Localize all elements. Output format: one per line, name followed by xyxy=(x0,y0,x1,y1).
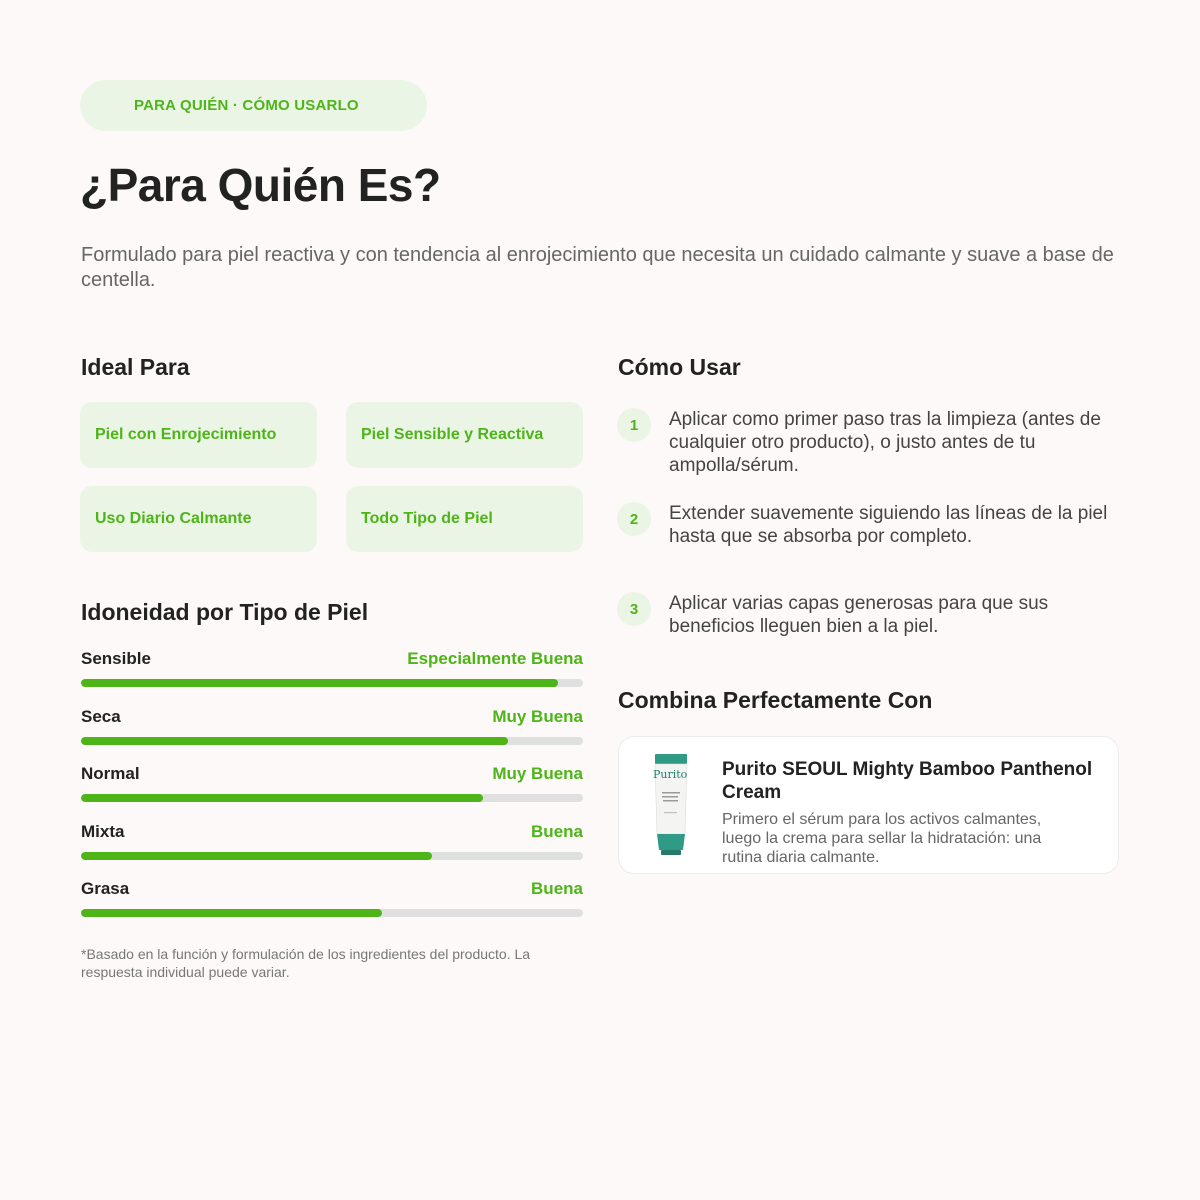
step-text: Extender suavemente siguiendo las líneas de la piel hasta que se absorba por completo. xyxy=(669,503,1108,547)
skin-type-label: Sensible xyxy=(81,649,151,668)
skin-type-label: Normal xyxy=(81,764,140,784)
tube-brand-text: Purito xyxy=(653,768,688,781)
footnote: *Basado en la función y formulación de los ingredientes del producto. La respuesta individual puede variar. xyxy=(81,946,531,980)
suitability-level: Muy Buena xyxy=(492,706,583,726)
suitability-bar-track xyxy=(81,909,583,917)
pairing-heading: Combina Perfectamente Con xyxy=(618,687,933,713)
suitability-bar-fill xyxy=(81,909,382,917)
ideal-tag: Uso Diario Calmante xyxy=(80,486,317,552)
suitability-bar-fill xyxy=(81,679,558,687)
step-number: 3 xyxy=(617,592,651,626)
ideal-grid xyxy=(80,402,583,552)
skin-type-label: Seca xyxy=(81,706,121,726)
ideal-heading: Ideal Para xyxy=(81,354,190,380)
section-badge: PARA QUIÉN · CÓMO USARLO xyxy=(80,80,427,131)
ideal-tag: Piel con Enrojecimiento xyxy=(80,402,317,468)
suitability-level: Buena xyxy=(531,879,583,899)
suitability-bar-track xyxy=(81,679,583,687)
suitability-row xyxy=(81,706,583,764)
suitability-row xyxy=(81,763,583,821)
ideal-tag: Todo Tipo de Piel xyxy=(346,486,583,552)
suitability-bar-fill xyxy=(81,737,508,745)
paired-product-description: Primero el sérum para los activos calmantes, luego la crema para sellar la hidratación: una rutina diaria calmante. xyxy=(722,811,1042,866)
product-tube-image xyxy=(652,752,690,857)
suitability-level: Muy Buena xyxy=(492,764,583,784)
suitability-bar-fill xyxy=(81,794,483,802)
howto-step xyxy=(617,592,1117,638)
suitability-bar-track xyxy=(81,852,583,860)
howto-step xyxy=(617,408,1117,477)
step-number: 1 xyxy=(617,408,651,442)
suitability-row xyxy=(81,821,583,879)
page-title: ¿Para Quién Es? xyxy=(80,159,441,211)
step-text: Aplicar como primer paso tras la limpieza (antes de cualquier otro producto), o justo antes de tu ampolla/sérum. xyxy=(669,409,1101,476)
suitability-row xyxy=(81,648,583,706)
skin-type-label: Grasa xyxy=(81,879,130,899)
ideal-tag: Piel Sensible y Reactiva xyxy=(346,402,583,468)
paired-product-card[interactable] xyxy=(618,736,1119,874)
intro-text: Formulado para piel reactiva y con tendencia al enrojecimiento que necesita un cuidado calmante y suave a base de centella. xyxy=(81,244,1114,291)
paired-product-name: Purito SEOUL Mighty Bamboo Panthenol Cream xyxy=(722,759,1093,803)
suitability-heading: Idoneidad por Tipo de Piel xyxy=(81,599,369,625)
suitability-bar-track xyxy=(81,794,583,802)
howto-step xyxy=(617,502,1117,548)
step-text: Aplicar varias capas generosas para que sus beneficios lleguen bien a la piel. xyxy=(669,593,1049,637)
suitability-level: Buena xyxy=(531,821,583,841)
suitability-list xyxy=(81,648,583,936)
suitability-row xyxy=(81,878,583,936)
suitability-bar-track xyxy=(81,737,583,745)
howto-heading: Cómo Usar xyxy=(618,354,741,380)
suitability-level: Especialmente Buena xyxy=(407,649,583,668)
skin-type-label: Mixta xyxy=(81,821,125,841)
step-number: 2 xyxy=(617,502,651,536)
suitability-bar-fill xyxy=(81,852,432,860)
